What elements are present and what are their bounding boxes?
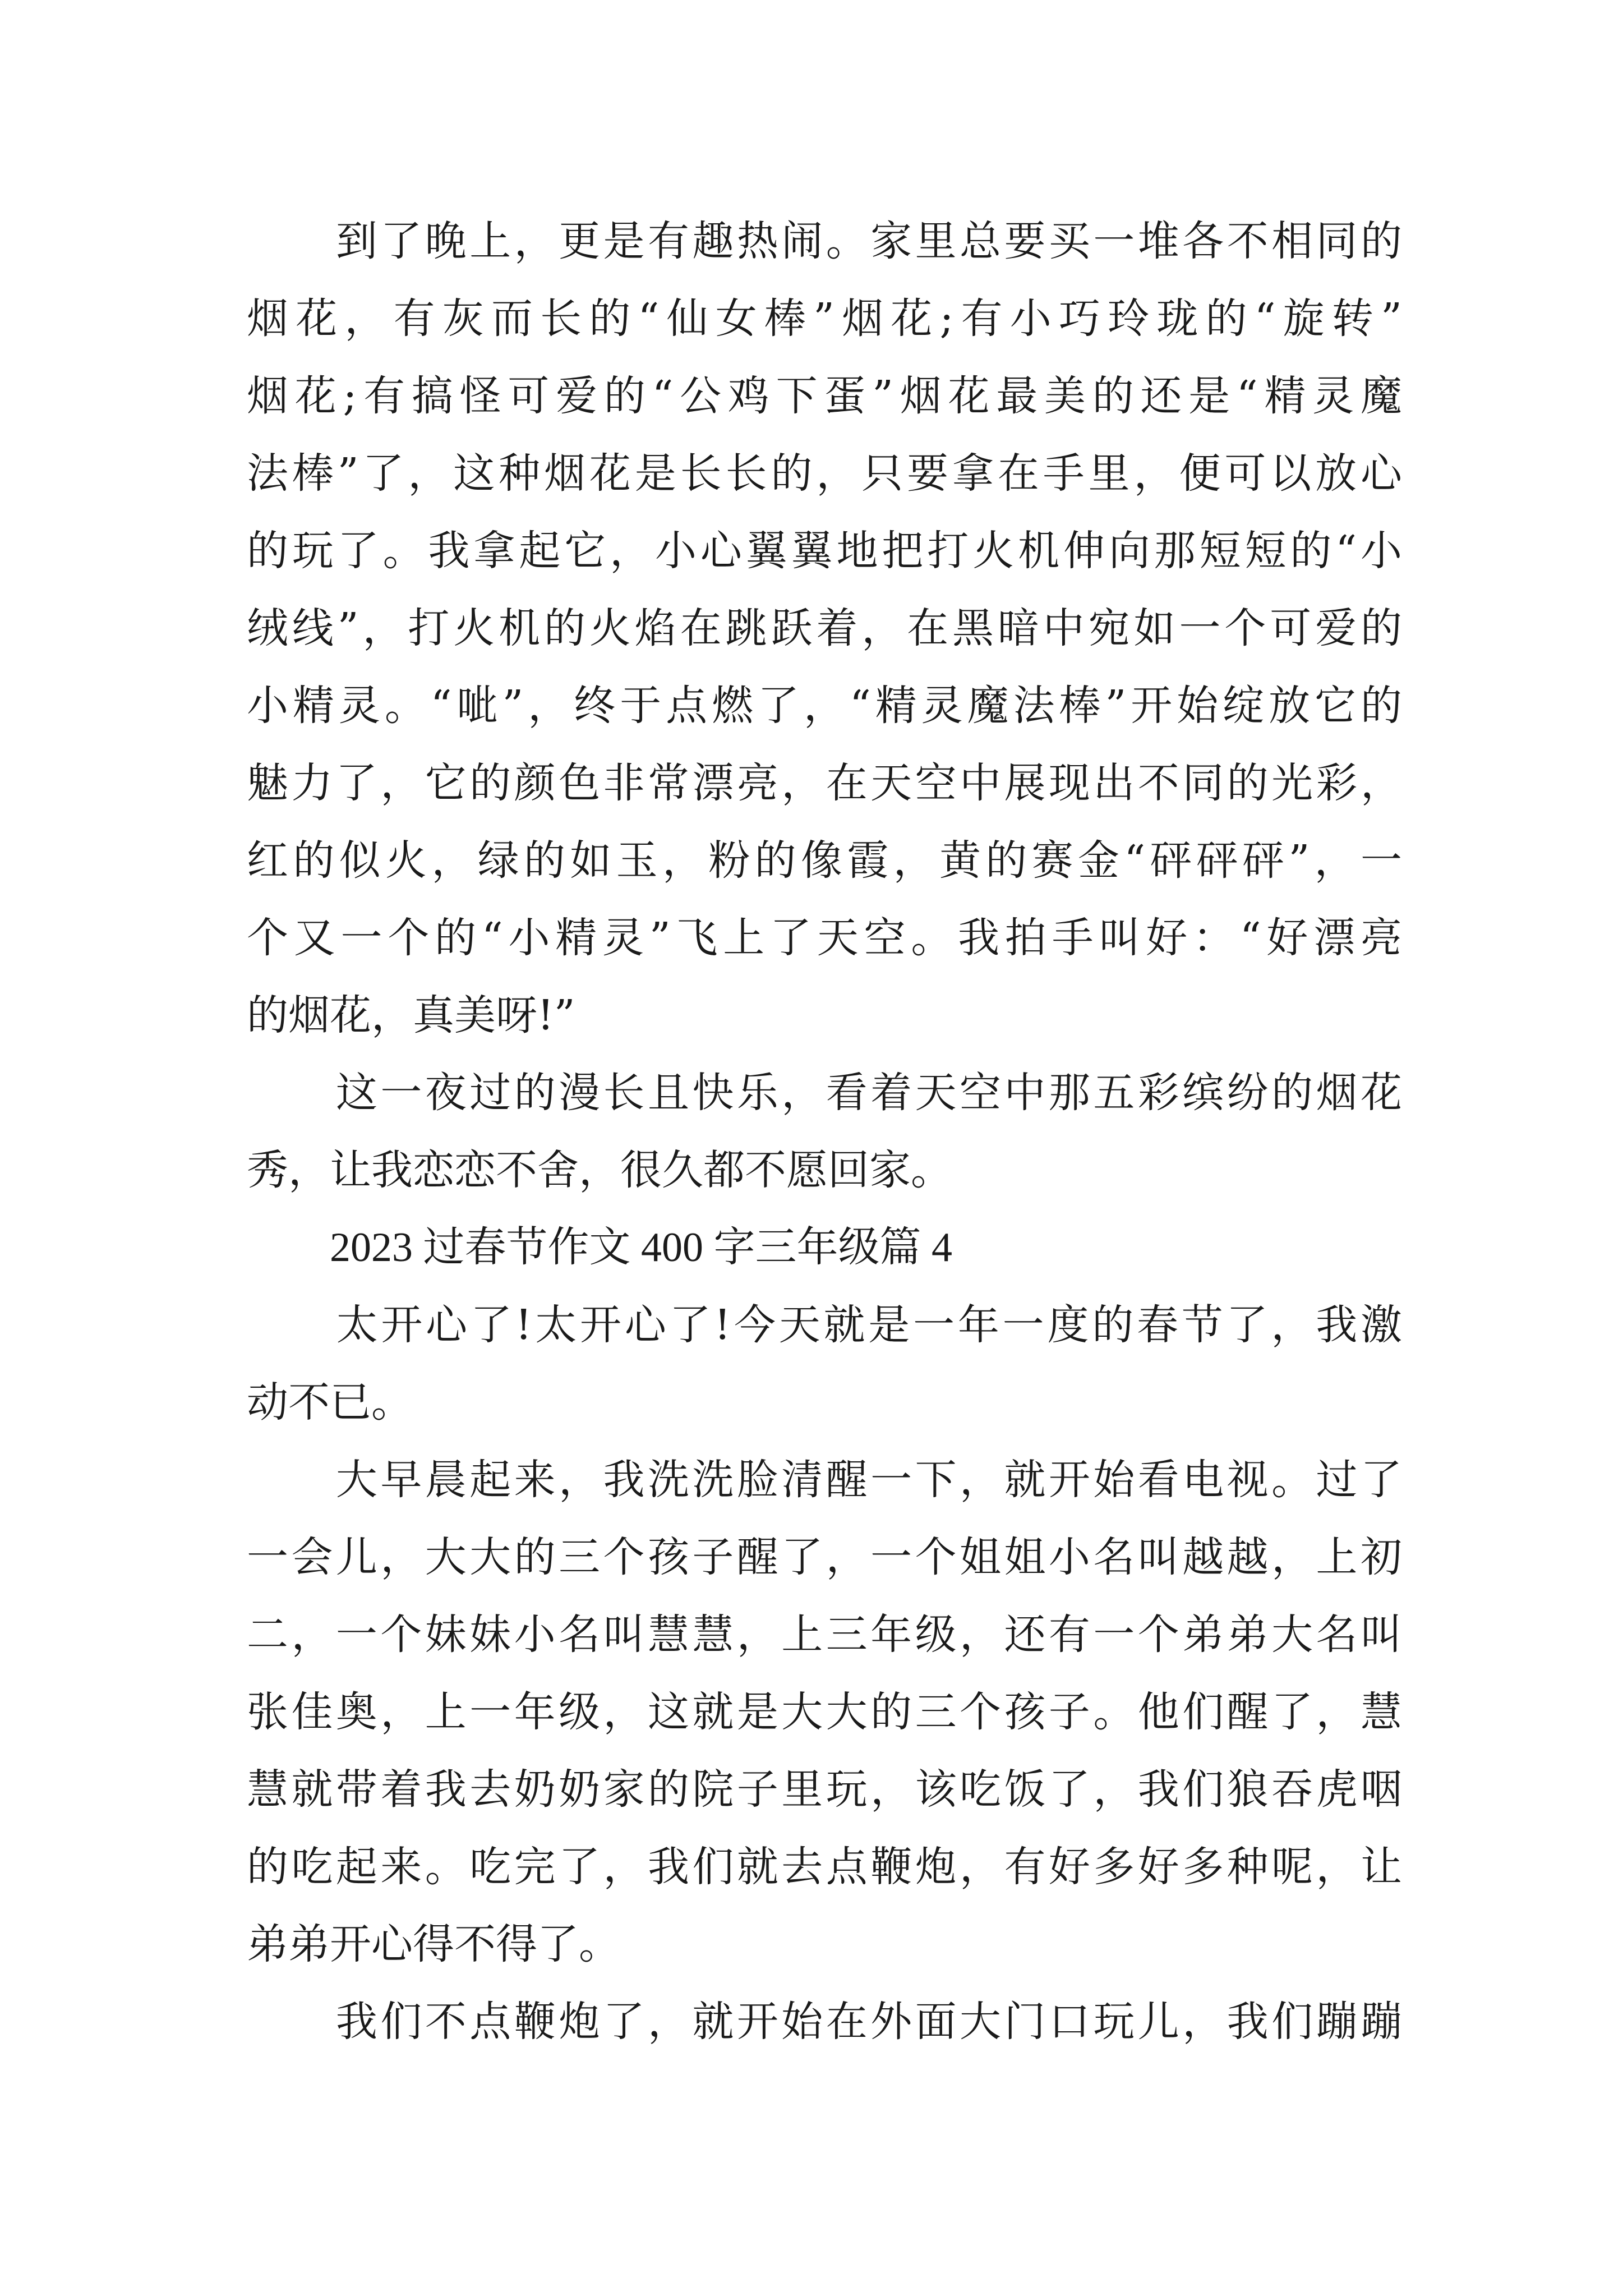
paragraph-line: 法棒”了，这种烟花是长长的，只要拿在手里，便可以放心 bbox=[247, 449, 1402, 498]
paragraph-line: 的烟花，真美呀!” bbox=[247, 991, 575, 1039]
paragraph-line: 我们不点鞭炮了，就开始在外面大门口玩儿，我们蹦蹦 bbox=[247, 1998, 1402, 2046]
paragraph-line: 张佳奥，上一年级，这就是大大的三个孩子。他们醒了，慧 bbox=[247, 1688, 1402, 1736]
paragraph-line: 二，一个妹妹小名叫慧慧，上三年级，还有一个弟弟大名叫 bbox=[247, 1611, 1402, 1659]
paragraph-line: 的玩了。我拿起它，小心翼翼地把打火机伸向那短短的“小 bbox=[247, 527, 1402, 575]
paragraph-line: 秀，让我恋恋不舍，很久都不愿回家。 bbox=[247, 1146, 952, 1194]
paragraph-line: 动不已。 bbox=[247, 1378, 413, 1427]
paragraph-line: 大早晨起来，我洗洗脸清醒一下，就开始看电视。过了 bbox=[247, 1456, 1402, 1504]
paragraph-line: 烟花，有灰而长的“仙女棒”烟花;有小巧玲珑的“旋转” bbox=[247, 295, 1402, 343]
paragraph-line: 绒线”，打火机的火焰在跳跃着，在黑暗中宛如一个可爱的 bbox=[247, 604, 1402, 652]
paragraph-line: 到了晚上，更是有趣热闹。家里总要买一堆各不相同的 bbox=[247, 217, 1402, 265]
paragraph-line: 个又一个的“小精灵”飞上了天空。我拍手叫好：“好漂亮 bbox=[247, 914, 1402, 962]
paragraph-line: 烟花;有搞怪可爱的“公鸡下蛋”烟花最美的还是“精灵魔 bbox=[247, 372, 1402, 420]
paragraph-line: 红的似火，绿的如玉，粉的像霞，黄的赛金“砰砰砰”，一 bbox=[247, 836, 1402, 885]
paragraph-line: 的吃起来。吃完了，我们就去点鞭炮，有好多好多种呢，让 bbox=[247, 1843, 1402, 1891]
paragraph-line: 这一夜过的漫长且快乐，看着天空中那五彩缤纷的烟花 bbox=[247, 1069, 1402, 1117]
paragraph-line: 一会儿，大大的三个孩子醒了，一个姐姐小名叫越越，上初 bbox=[247, 1533, 1402, 1581]
paragraph-line: 魅力了，它的颜色非常漂亮，在天空中展现出不同的光彩， bbox=[247, 759, 1402, 807]
section-heading: 2023 过春节作文 400 字三年级篇 4 bbox=[247, 1225, 952, 1271]
paragraph-line: 弟弟开心得不得了。 bbox=[247, 1920, 620, 1968]
paragraph-line: 太开心了!太开心了!今天就是一年一度的春节了，我激 bbox=[247, 1301, 1402, 1349]
paragraph-line: 慧就带着我去奶奶家的院子里玩，该吃饭了，我们狼吞虎咽 bbox=[247, 1765, 1402, 1814]
paragraph-line: 小精灵。“呲”，终于点燃了，“精灵魔法棒”开始绽放它的 bbox=[247, 682, 1402, 730]
